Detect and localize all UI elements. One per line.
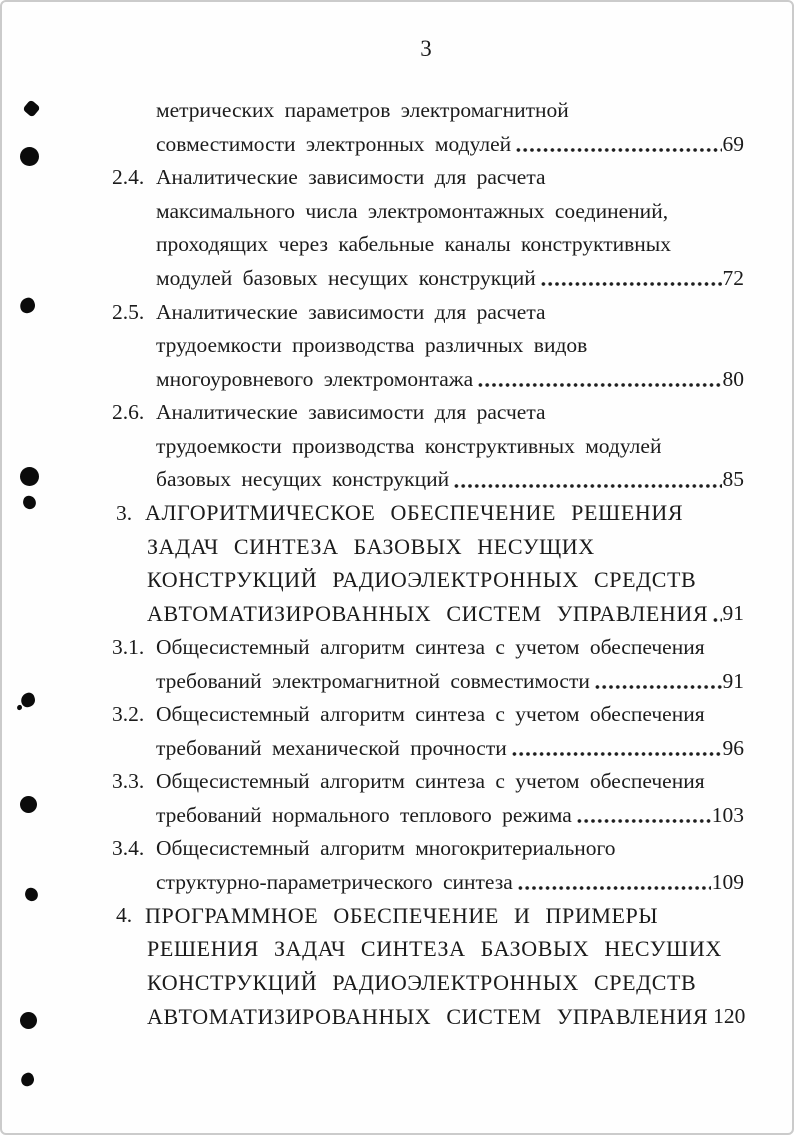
- entry-number: 3.: [116, 500, 133, 525]
- toc-line: [112, 463, 744, 497]
- page-ref: 96: [722, 735, 744, 760]
- toc-line: [112, 497, 744, 531]
- ink-mark: [20, 796, 37, 813]
- leader-dots: [517, 884, 711, 892]
- entry-number: 3.4.: [112, 836, 145, 861]
- entry-number: 2.5.: [112, 299, 145, 324]
- entry-number: 2.4.: [112, 165, 145, 190]
- page-ref: 91: [722, 601, 744, 626]
- leader-dots: [453, 482, 721, 490]
- page-ref: 120: [713, 1004, 746, 1029]
- leader-dots: [515, 146, 721, 154]
- entry-number: 4.: [116, 903, 133, 928]
- toc-line: [112, 631, 744, 665]
- page-ref: 85: [722, 467, 744, 492]
- entry-text: требований механической прочности: [156, 735, 507, 760]
- entry-text: модулей базовых несущих конструкций: [156, 266, 536, 290]
- entry-text: КОНСТРУКЦИЙ РАДИОЭЛЕКТРОННЫХ СРЕДСТВ: [147, 969, 697, 995]
- toc-line: [112, 295, 744, 329]
- entry-text: требований нормального теплового режима: [156, 802, 572, 827]
- page-ref: 109: [711, 869, 744, 894]
- toc: [112, 94, 744, 1033]
- ink-mark: [20, 1012, 37, 1029]
- entry-text: базовых несущих конструкций: [156, 467, 450, 492]
- ink-mark: [16, 704, 22, 710]
- leader-dots: [576, 817, 711, 825]
- entry-text: АВТОМАТИЗИРОВАННЫХ СИСТЕМ УПРАВЛЕНИЯ: [147, 600, 709, 626]
- entry-text: Аналитические зависимости для расчета: [156, 299, 546, 324]
- toc-line: [112, 329, 744, 363]
- entry-text: требований электромагнитной совместимости: [156, 668, 590, 693]
- ink-mark: [22, 99, 40, 117]
- entry-text: Общесистемный алгоритм синтеза с учетом обеспечения: [156, 769, 705, 794]
- toc-line: [112, 429, 744, 463]
- entry-number: 3.2.: [112, 702, 145, 727]
- entry-number: 3.3.: [112, 769, 145, 794]
- toc-line: [112, 866, 744, 900]
- toc-line: [112, 698, 744, 732]
- ink-mark: [23, 886, 39, 902]
- toc-line: [112, 128, 744, 162]
- toc-line: [112, 228, 744, 262]
- toc-line: [112, 731, 744, 765]
- leader-dots: [477, 381, 721, 389]
- toc-line: [112, 262, 744, 296]
- entry-text: совместимости электронных модулей: [156, 131, 512, 156]
- toc-line: [112, 765, 744, 799]
- entry-text: структурно-параметрического синтеза: [156, 869, 513, 894]
- entry-text: проходящих через кабельные каналы конструктивных: [156, 232, 671, 257]
- toc-line: [112, 664, 744, 698]
- entry-text: АЛГОРИТМИЧЕСКОЕ ОБЕСПЕЧЕНИЕ РЕШЕНИЯ: [145, 500, 684, 526]
- leader-dots: [540, 280, 722, 288]
- entry-text: трудоемкости производства конструктивных модулей: [156, 433, 662, 458]
- toc-line: [112, 564, 744, 598]
- entry-text: РЕШЕНИЯ ЗАДАЧ СИНТЕЗА БАЗОВЫХ НЕСУШИХ: [147, 936, 722, 962]
- leader-dots: [511, 750, 722, 758]
- entry-text: Общесистемный алгоритм синтеза с учетом обеспечения: [156, 702, 705, 727]
- entry-text: метрических параметров электромагнитной: [156, 98, 569, 123]
- page-ref: 72: [722, 266, 744, 290]
- entry-text: АВТОМАТИЗИРОВАННЫХ СИСТЕМ УПРАВЛЕНИЯ: [147, 1003, 709, 1029]
- ink-mark: [18, 296, 37, 315]
- toc-line: [112, 1000, 744, 1034]
- entry-text: Аналитические зависимости для расчета: [156, 165, 546, 190]
- entry-text: максимального числа электромонтажных соединений,: [156, 198, 669, 223]
- page-ref: 91: [722, 668, 744, 693]
- toc-line: [112, 966, 744, 1000]
- toc-line: [112, 530, 744, 564]
- leader-dots: [594, 683, 722, 691]
- entry-text: трудоемкости производства различных видов: [156, 333, 588, 358]
- leader-dots: [712, 616, 721, 624]
- entry-text: Общесистемный алгоритм синтеза с учетом обеспечения: [156, 635, 705, 660]
- toc-line: [112, 832, 744, 866]
- entry-text: Аналитические зависимости для расчета: [156, 400, 546, 425]
- toc-line: [112, 195, 744, 229]
- toc-line: [112, 899, 744, 933]
- toc-line: [112, 161, 744, 195]
- toc-line: [112, 597, 744, 631]
- toc-line: [112, 362, 744, 396]
- page-ref: 80: [722, 366, 744, 391]
- toc-line: [112, 94, 744, 128]
- entry-text: ЗАДАЧ СИНТЕЗА БАЗОВЫХ НЕСУЩИХ: [147, 533, 595, 559]
- entry-text: многоуровневого электромонтажа: [156, 366, 474, 391]
- entry-number: 3.1.: [112, 635, 145, 660]
- ink-mark: [21, 494, 37, 510]
- page-ref: 103: [711, 802, 744, 827]
- ink-mark: [20, 147, 39, 166]
- page-number: 3: [420, 36, 432, 61]
- entry-text: Общесистемный алгоритм многокритериального: [156, 836, 616, 861]
- ink-mark: [19, 691, 37, 709]
- entry-text: ПРОГРАММНОЕ ОБЕСПЕЧЕНИЕ И ПРИМЕРЫ: [145, 902, 659, 928]
- ink-mark: [20, 467, 39, 486]
- page-ref: 69: [722, 131, 744, 156]
- toc-line: [112, 798, 744, 832]
- toc-line: [112, 933, 744, 967]
- toc-line: [112, 396, 744, 430]
- ink-mark: [19, 1071, 35, 1087]
- entry-number: 2.6.: [112, 400, 145, 425]
- entry-text: КОНСТРУКЦИЙ РАДИОЭЛЕКТРОННЫХ СРЕДСТВ: [147, 567, 697, 593]
